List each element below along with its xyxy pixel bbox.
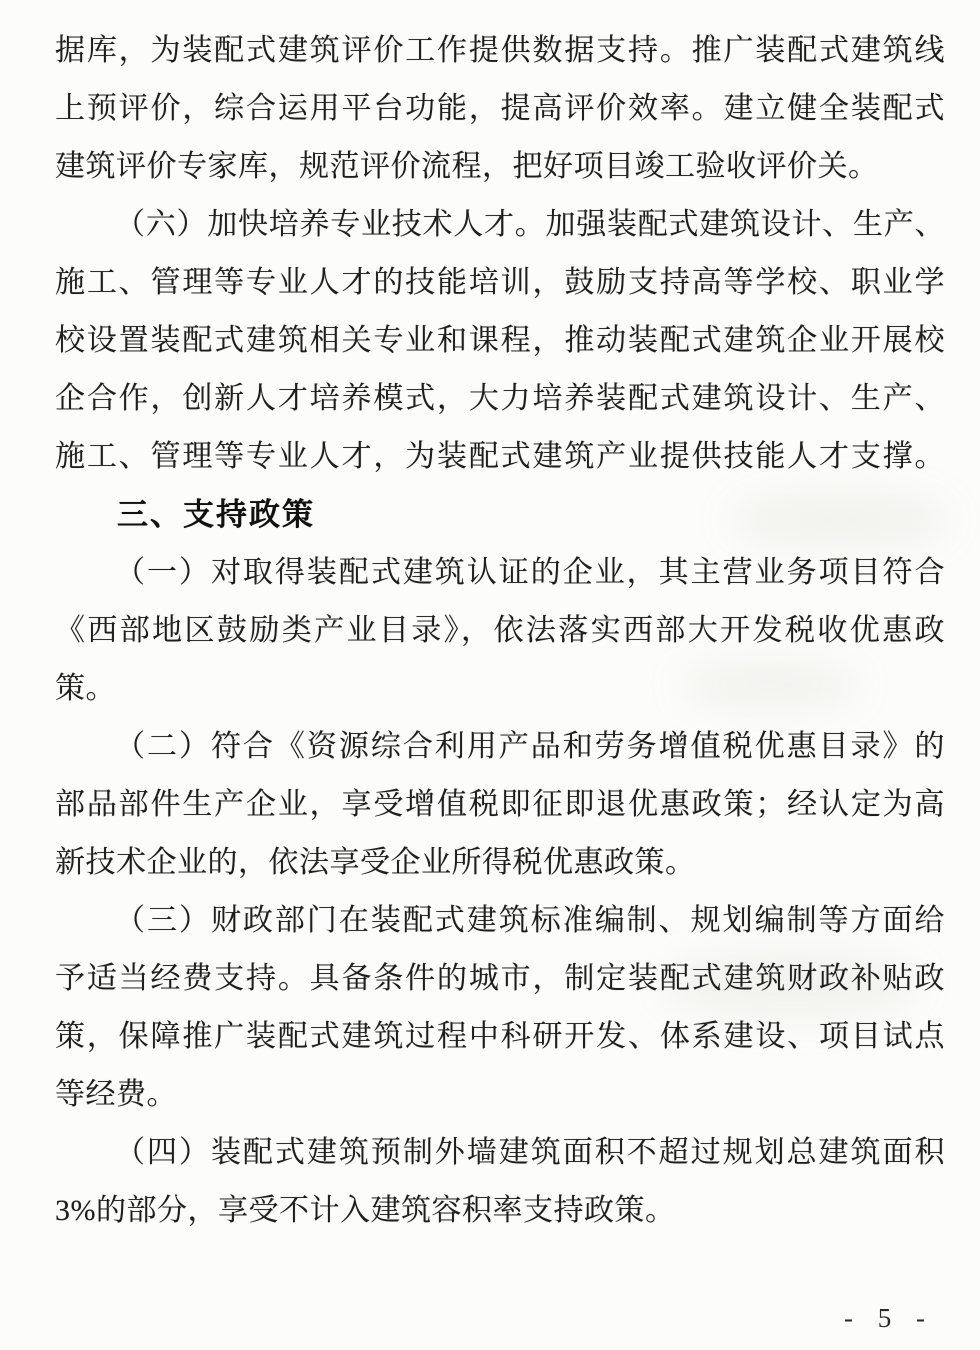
text-line: （二）符合《资源综合利用产品和劳务增值税优惠目录》的	[115, 730, 945, 763]
text-line: 等经费。	[55, 1078, 177, 1111]
text-line: 新技术企业的，依法享受企业所得税优惠政策。	[55, 846, 696, 879]
text-line: 策。	[55, 672, 116, 705]
text-line: 部品部件生产企业，享受增值税即征即退优惠政策；经认定为高	[55, 788, 945, 821]
paragraph-policy-2-vat	[55, 718, 945, 892]
text-line: 建筑评价专家库，规范评价流程，把好项目竣工验收评价关。	[55, 150, 879, 183]
text-line: 企合作，创新人才培养模式，大力培养装配式建筑设计、生产、	[55, 382, 945, 415]
text-line: 施工、管理等专业人才的技能培训，鼓励支持高等学校、职业学	[55, 266, 945, 299]
paragraph-policy-3-fiscal	[55, 892, 945, 1124]
text-line: 据库，为装配式建筑评价工作提供数据支持。推广装配式建筑线	[55, 34, 945, 67]
text-line: 施工、管理等专业人才，为装配式建筑产业提供技能人才支撑。	[55, 440, 945, 473]
section-heading-support-policies: 三、支持政策	[117, 497, 315, 532]
document-body	[55, 22, 945, 1240]
paragraph-evaluation-continued	[55, 22, 945, 196]
text-line: （一）对取得装配式建筑认证的企业，其主营业务项目符合	[115, 556, 945, 589]
text-line: 上预评价，综合运用平台功能，提高评价效率。建立健全装配式	[55, 92, 945, 125]
page-number: - 5 -	[844, 1303, 934, 1333]
text-line: （四）装配式建筑预制外墙建筑面积不超过规划总建筑面积	[115, 1136, 945, 1169]
text-line: （三）财政部门在装配式建筑标准编制、规划编制等方面给	[115, 904, 945, 937]
text-line: 3%的部分，享受不计入建筑容积率支持政策。	[55, 1194, 676, 1227]
text-line: （六）加快培养专业技术人才。加强装配式建筑设计、生产、	[115, 208, 945, 241]
paragraph-policy-4-floor-area	[55, 1124, 945, 1240]
paragraph-item-6-talent-training	[55, 196, 945, 486]
paragraph-policy-1-tax	[55, 544, 945, 718]
text-line: 校设置装配式建筑相关专业和课程，推动装配式建筑企业开展校	[55, 324, 945, 357]
text-line: 《西部地区鼓励类产业目录》，依法落实西部大开发税收优惠政	[55, 614, 945, 647]
text-line: 予适当经费支持。具备条件的城市，制定装配式建筑财政补贴政	[55, 962, 945, 995]
text-line: 策，保障推广装配式建筑过程中科研开发、体系建设、项目试点	[55, 1020, 945, 1053]
